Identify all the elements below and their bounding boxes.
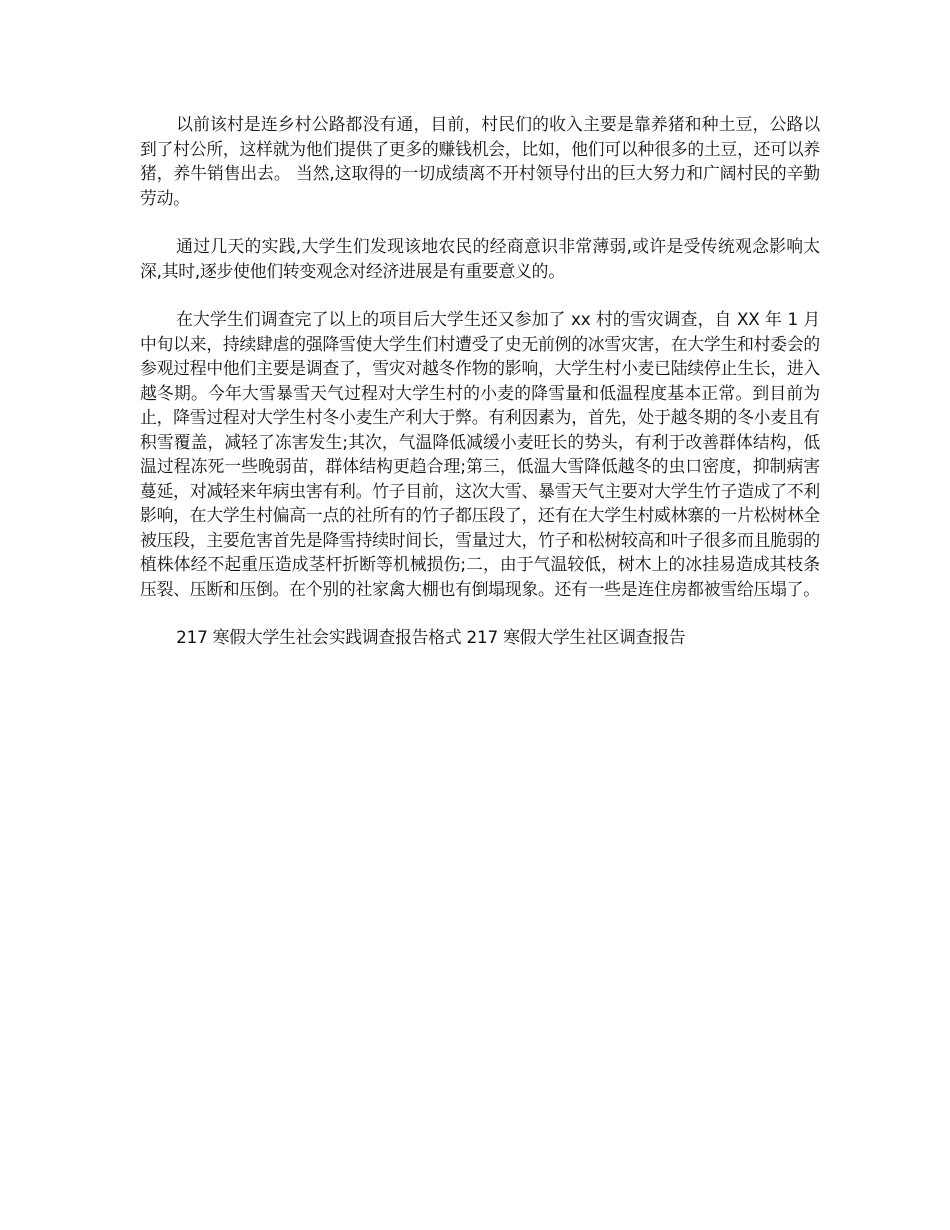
paragraph-related-reports: 217 寒假大学生社会实践调查报告格式 217 寒假大学生社区调查报告 [176,627,686,647]
paragraph-village-income: 以前该村是连乡村公路都没有通，目前，村民们的收入主要是靠养猪和种土豆，公路以到了村公所，这样就为他们提供了更多的赚钱机会，比如，他们可以种很多的土豆，还可以养猪，养牛销售出去。 当然,这取得的一切成绩离不开村领导付出的巨大努力和广阔村民的辛勤劳动。 [140,114,820,208]
paragraph-snow-disaster-survey: 在大学生们调查完了以上的项目后大学生还又参加了 xx 村的雪灾调查，自 XX 年 1 月中旬以来，持续肆虐的强降雪使大学生们村遭受了史无前例的冰雪灾害，在大学生和村委会的参观过程中他们主要是调查了，雪灾对越冬作物的影响，大学生村小麦已陆续停止生长，进入越冬期。今年大雪暴雪天气过程对大学生村的小麦的降雪量和低温程度基本正常。到目前为止，降雪过程对大学生村冬小麦生产利大于弊。有利因素为，首先，处于越冬期的冬小麦且有积雪覆盖，减轻了冻害发生;其次，气温降低减缓小麦旺长的势头，有利于改善群体结构，低温过程冻死一些晚弱苗，群体结构更趋合理;第三，低温大雪降低越冬的虫口密度，抑制病害蔓延，对减轻来年病虫害有利。竹子目前，这次大雪、暴雪天气主要对大学生竹子造成了不利影响，在大学生村偏高一点的社所有的竹子都压段了，还有在大学生村威林寨的一片松树林全被压段，主要危害首先是降雪持续时间长，雪量过大，竹子和松树较高和叶子很多而且脆弱的植株体经不起重压造成茎杆折断等机械损伤;二，由于气温较低，树木上的冰挂易造成其枝条压裂、压断和压倒。在个别的社家禽大棚也有倒塌现象。还有一些是连住房都被雪给压塌了。 [140,309,820,599]
paragraph-farmer-business-awareness: 通过几天的实践,大学生们发现该地农民的经商意识非常薄弱,或许是受传统观念影响太深,其时,逐步使他们转变观念对经济进展是有重要意义的。 [140,236,820,281]
document-page [140,112,820,650]
